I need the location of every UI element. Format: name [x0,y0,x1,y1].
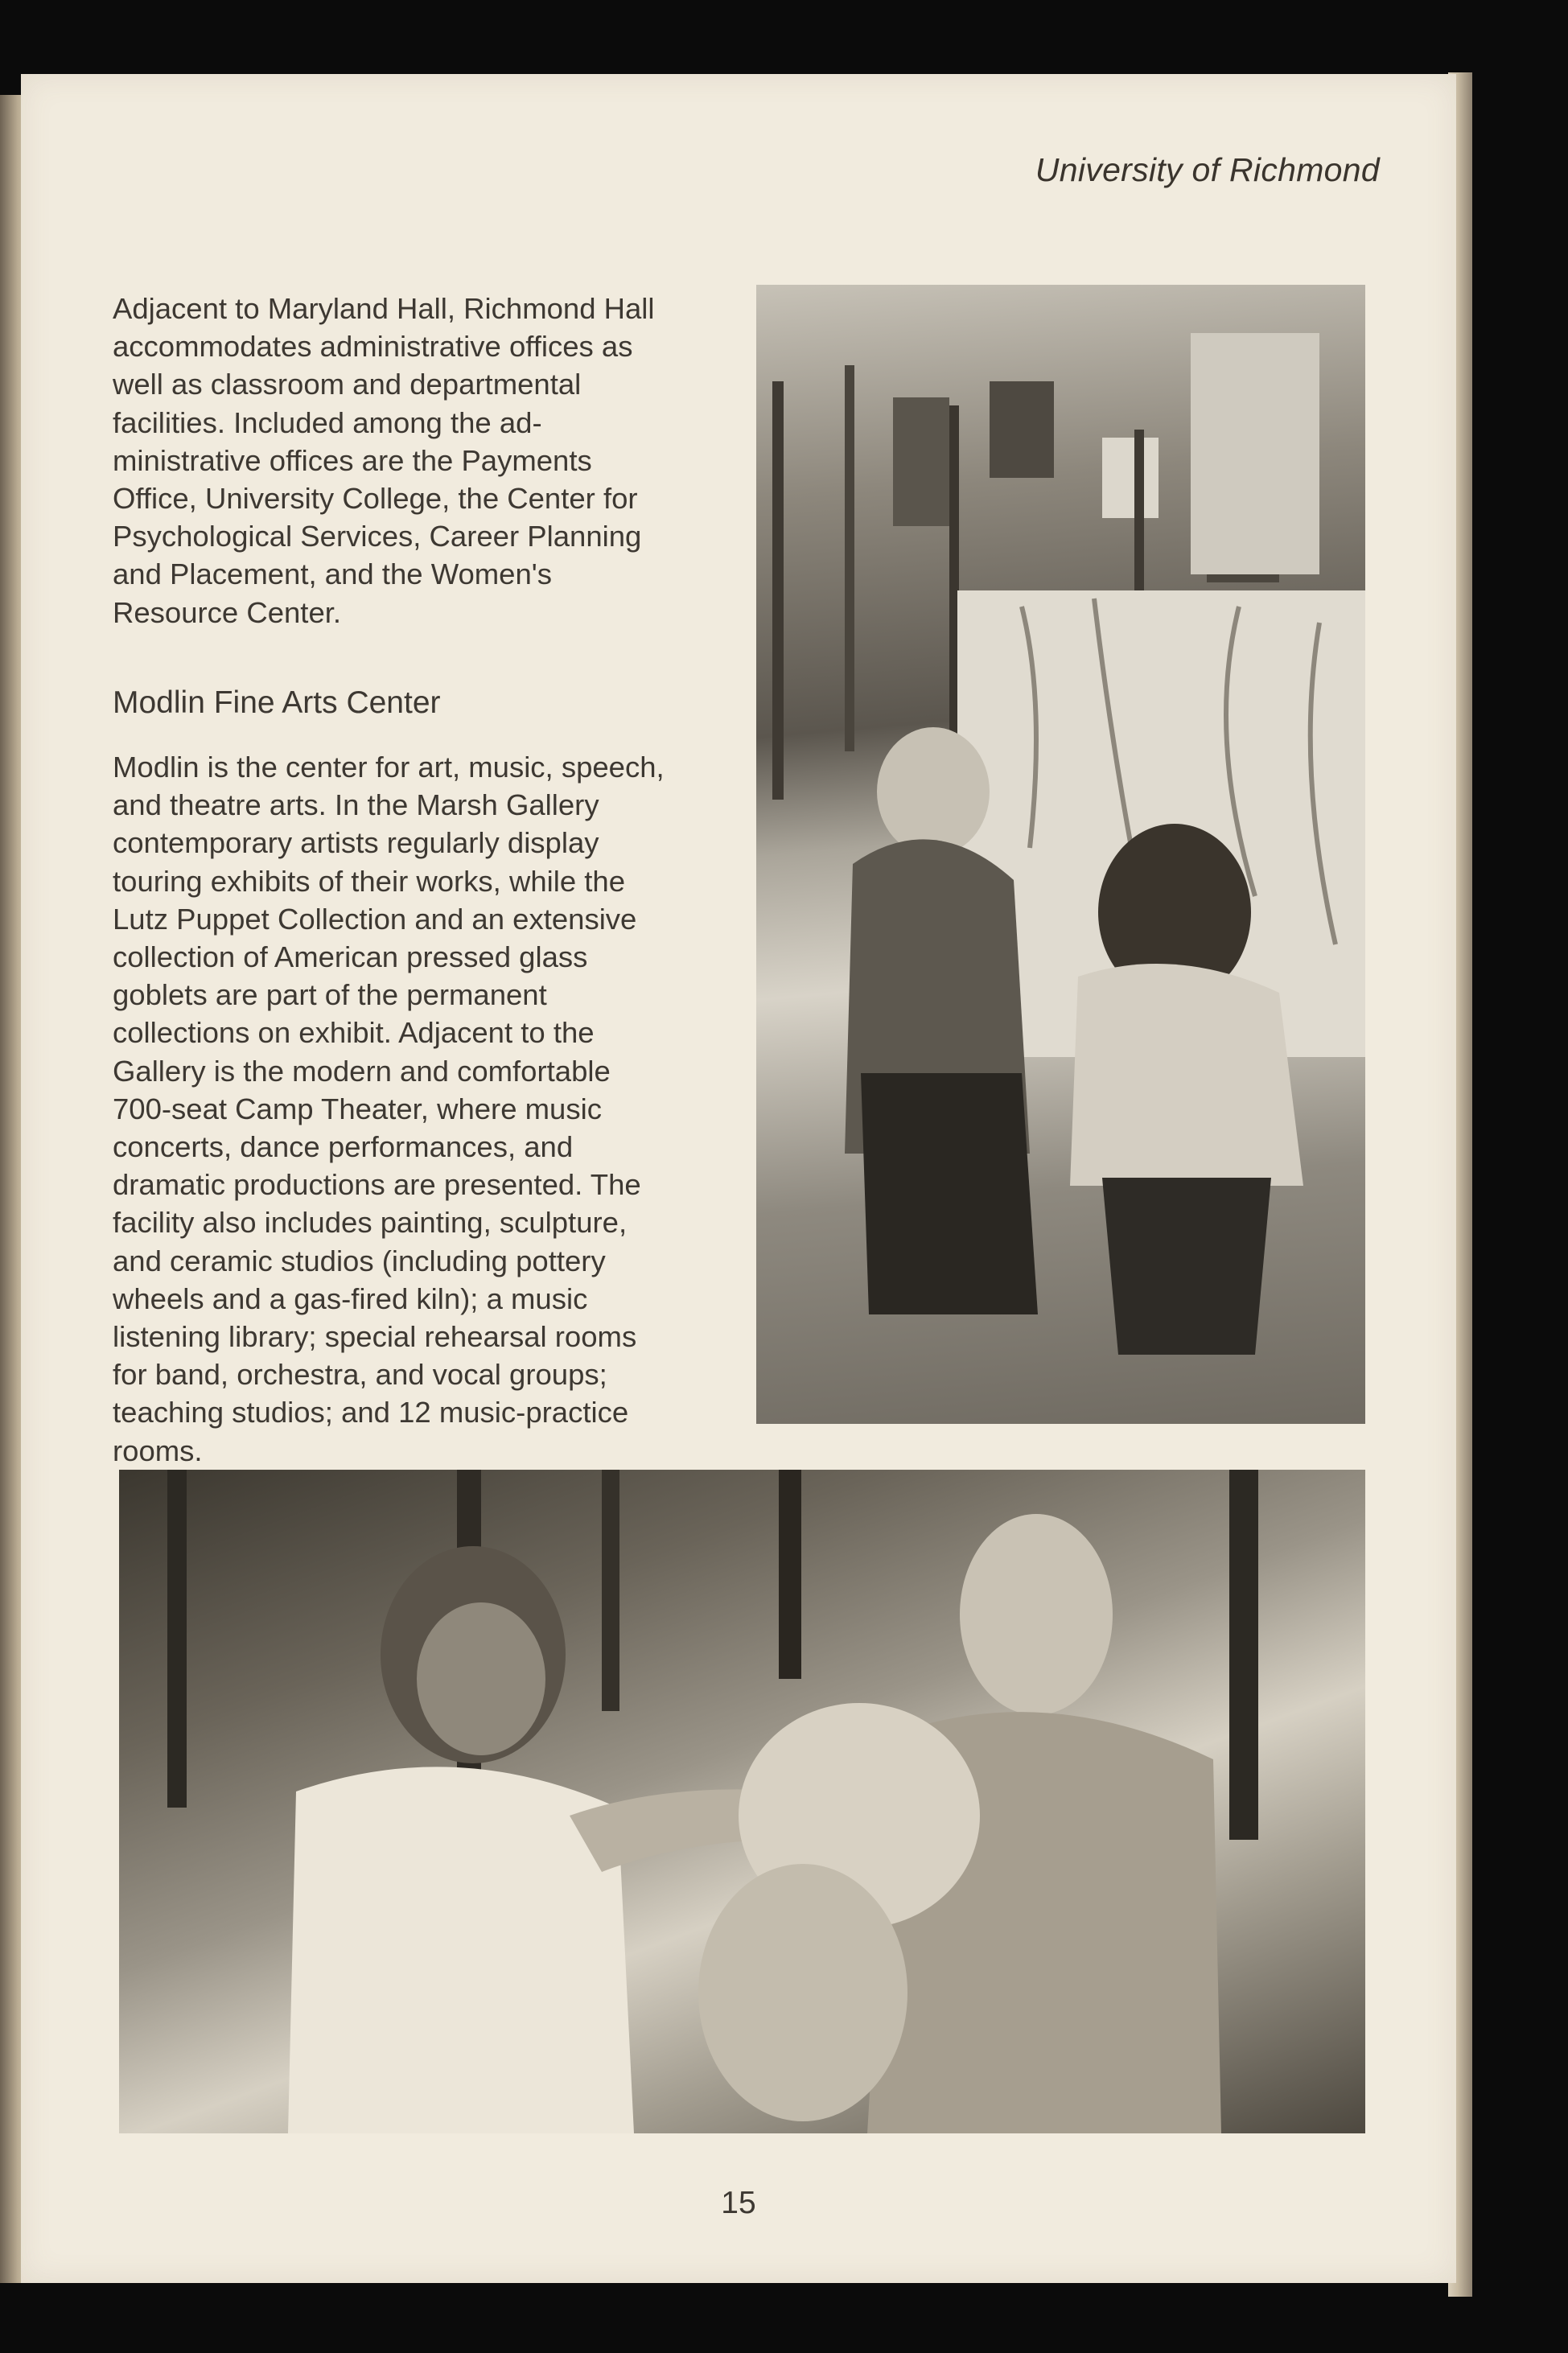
running-header: University of Richmond [1035,151,1380,188]
text-line: facility also includes painting, sculpture, [113,1206,628,1240]
text-line: well as classroom and departmental [113,368,582,401]
text-line: Office, University College, the Center for [113,482,638,516]
page-number: 15 [721,2186,756,2220]
text-line: collections on exhibit. Adjacent to the [113,1016,595,1050]
text-line: Lutz Puppet Collection and an extensive [113,902,637,936]
text-line: collection of American pressed glass [113,940,588,974]
text-line: touring exhibits of their works, while the [113,864,626,898]
text-line: listening library; special rehearsal rooms [113,1320,637,1354]
text-line: contemporary artists regularly display [113,826,599,860]
text-line: teaching studios; and 12 music-practice [113,1396,629,1429]
text-line: Adjacent to Maryland Hall, Richmond Hall [113,292,655,325]
document-page [21,74,1456,2283]
section-paragraph [113,748,748,1470]
intro-paragraph [113,290,748,631]
text-line: ministrative offices are the Payments [113,443,592,477]
text-line: rooms. [113,1434,203,1467]
text-line: Modlin is the center for art, music, speech, [113,751,665,784]
text-line: facilities. Included among the ad- [113,405,542,439]
text-line: concerts, dance performances, and [113,1130,574,1164]
text-line: Psychological Services, Career Planning [113,520,642,553]
text-line: Resource Center. [113,595,342,629]
text-line: for band, orchestra, and vocal groups; [113,1358,607,1392]
sculptor-photo-art [119,1470,1365,2133]
text-line: accommodates administrative offices as [113,330,633,364]
art-studio-photo-art [756,285,1365,1424]
section-heading: Modlin Fine Arts Center [113,685,441,720]
text-line: and theatre arts. In the Marsh Gallery [113,788,599,822]
art-studio-photo [756,285,1365,1424]
text-line: and ceramic studios (including pottery [113,1244,606,1277]
text-line: dramatic productions are presented. The [113,1168,641,1202]
text-line: 700-seat Camp Theater, where music [113,1092,602,1125]
text-line: wheels and a gas-fired kiln); a music [113,1281,588,1315]
text-line: Gallery is the modern and comfortable [113,1054,611,1088]
text-line: and Placement, and the Women's [113,557,553,591]
text-line: goblets are part of the permanent [113,978,547,1012]
sculptor-photo [119,1470,1365,2133]
